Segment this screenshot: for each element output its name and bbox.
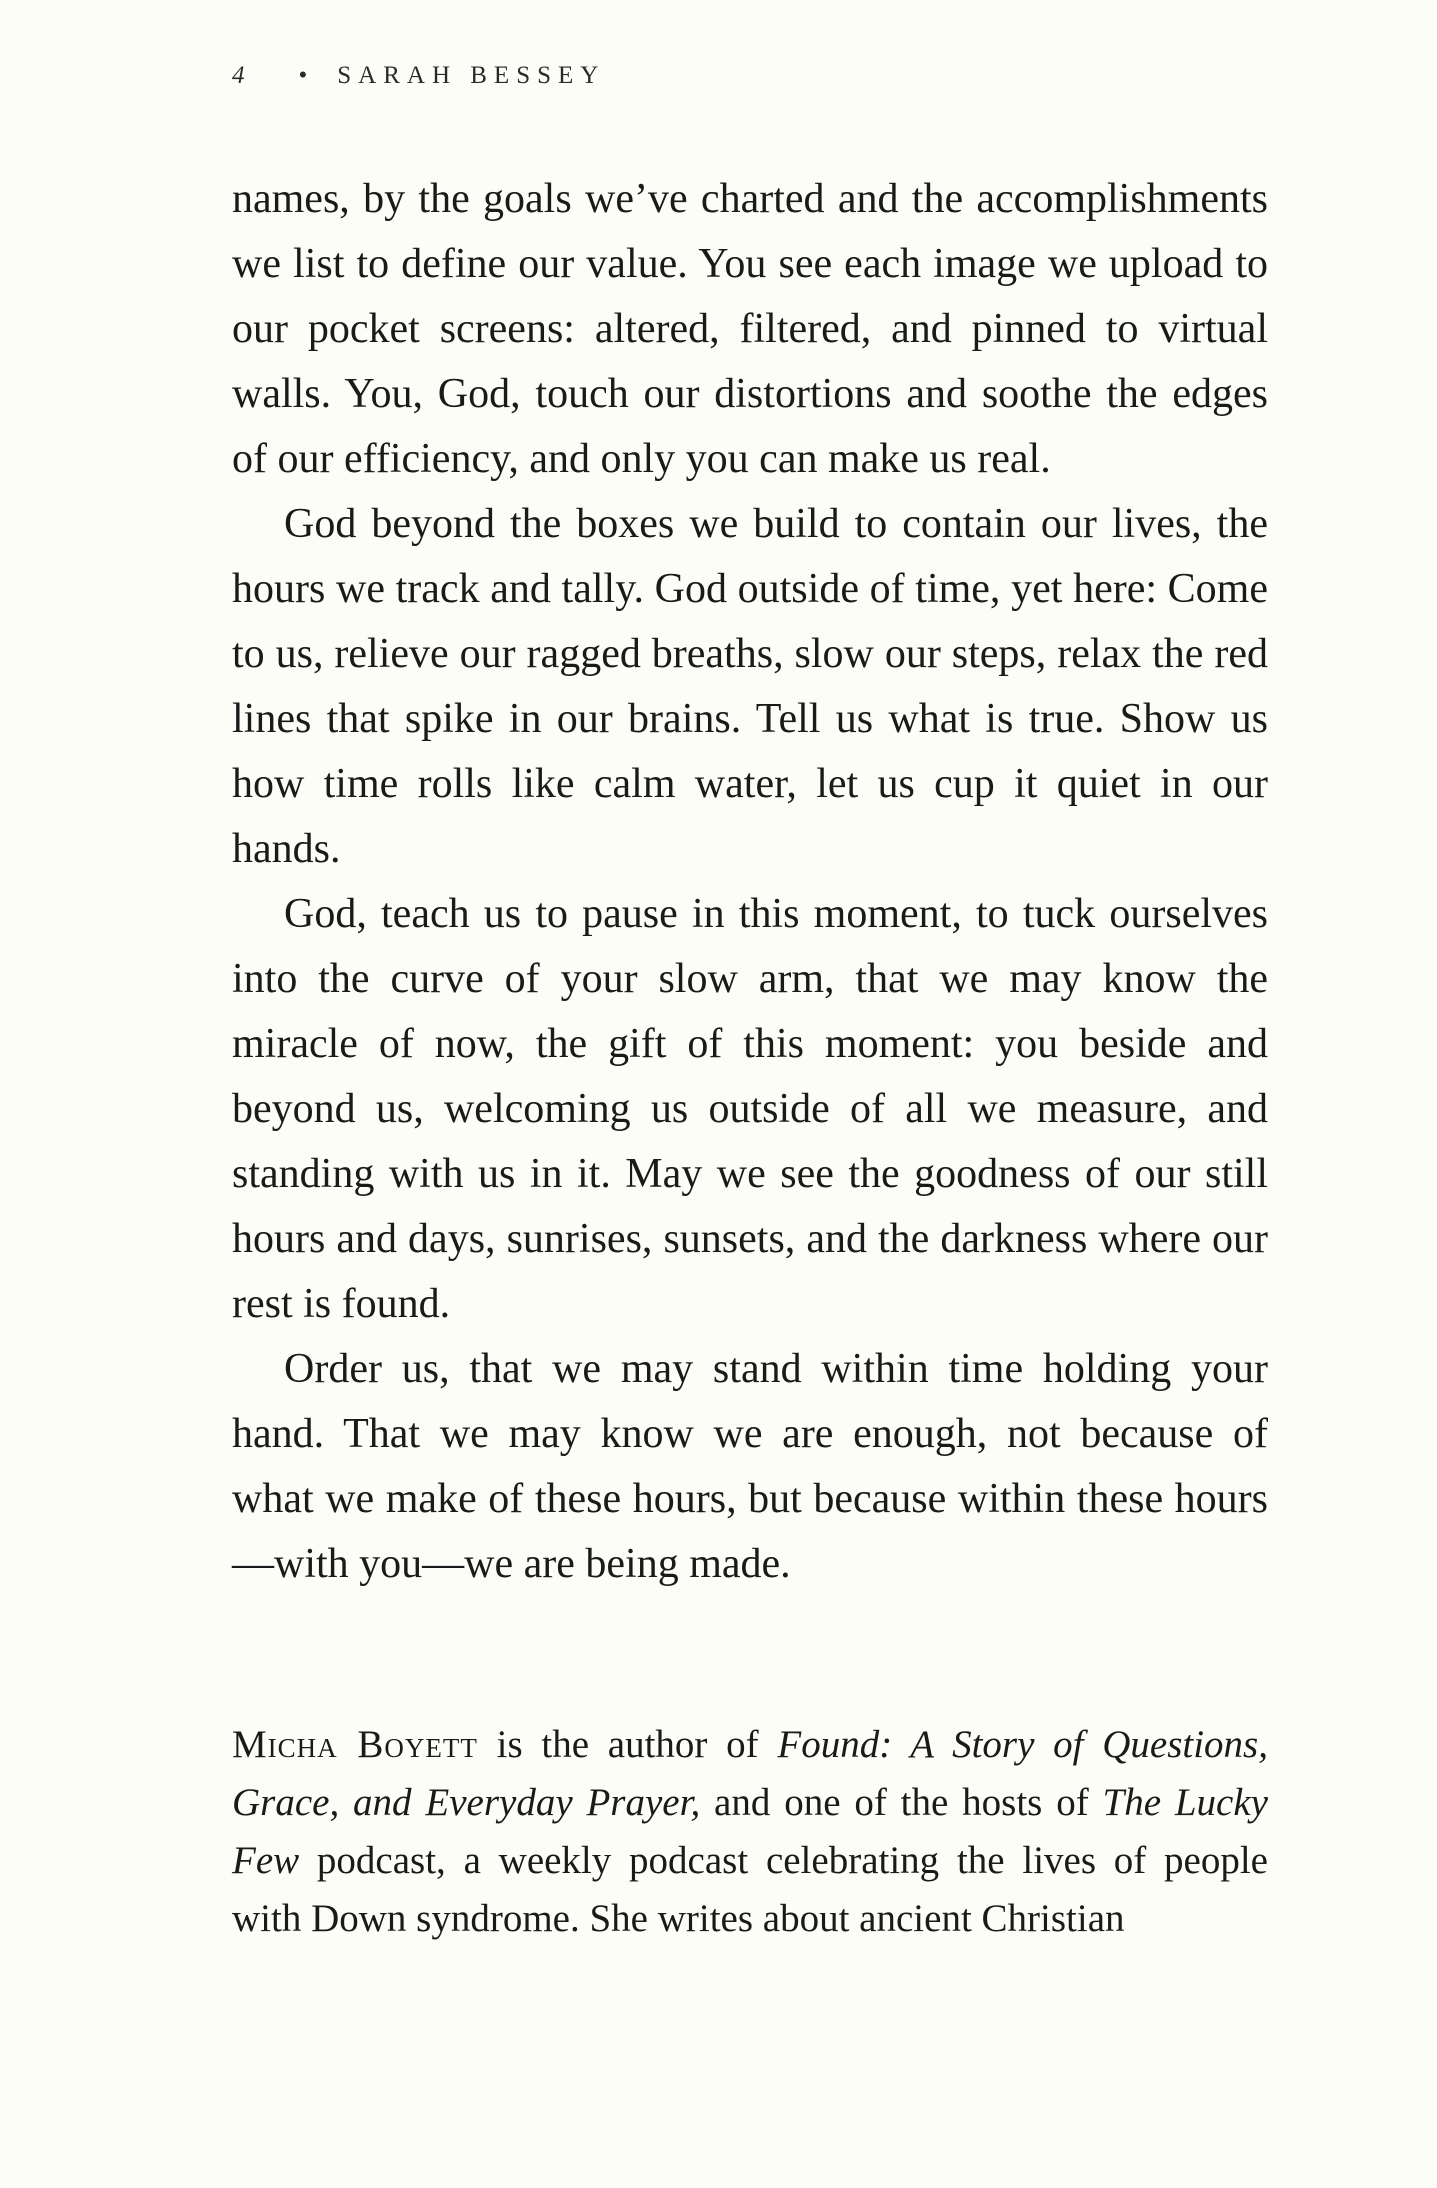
author-bio xyxy=(232,1716,1268,1948)
bio-paragraph xyxy=(232,1716,1268,1948)
header-bullet: • xyxy=(298,62,308,89)
bio-book-title: Found: A Story of Questions, Grace, and Everyday Prayer, xyxy=(232,1723,1268,1824)
paragraph-2: God beyond the boxes we build to contain our lives, the hours we track and tally. God outside of time, yet here: Come to us, relieve our ragged breaths, slow our steps, relax the red lines that spike in our brains. Tell us what is true. Show us how time rolls like calm water, let us cup it quiet in our hands. xyxy=(232,501,1268,872)
paragraph-3: God, teach us to pause in this moment, to tuck ourselves into the curve of your slow arm, that we may know the miracle of now, the gift of this moment: you beside and beyond us, welcoming us outside of all we measure, and standing with us in it. May we see the goodness of our still hours and days, sunrises, sunsets, and the darkness where our rest is found. xyxy=(232,891,1268,1327)
bio-author-name: Micha Boyett xyxy=(232,1723,478,1766)
header-author: SARAH BESSEY xyxy=(337,62,606,89)
prayer-text xyxy=(232,167,1268,1597)
bio-text-3: podcast, a weekly podcast celebrating the lives of people with Down syndrome. She writes about ancient Christian xyxy=(232,1839,1268,1940)
paragraph-1: names, by the goals we’ve charted and the accomplishments we list to define our value. You see each image we upload to our pocket screens: altered, filtered, and pinned to virtual walls. You, God, touch our distortions and soothe the edges of our efficiency, and only you can make us real. xyxy=(232,176,1268,482)
paragraph-4: Order us, that we may stand within time holding your hand. That we may know we are enough, not because of what we make of these hours, but because within these hours—with you—we are being made. xyxy=(232,1346,1268,1587)
bio-text-1: is the author of xyxy=(477,1723,778,1766)
running-head xyxy=(232,62,605,90)
bio-text-2: and one of the hosts of xyxy=(700,1781,1103,1824)
page-number: 4 xyxy=(232,62,245,89)
bio-podcast-title: The Lucky Few xyxy=(232,1781,1268,1882)
